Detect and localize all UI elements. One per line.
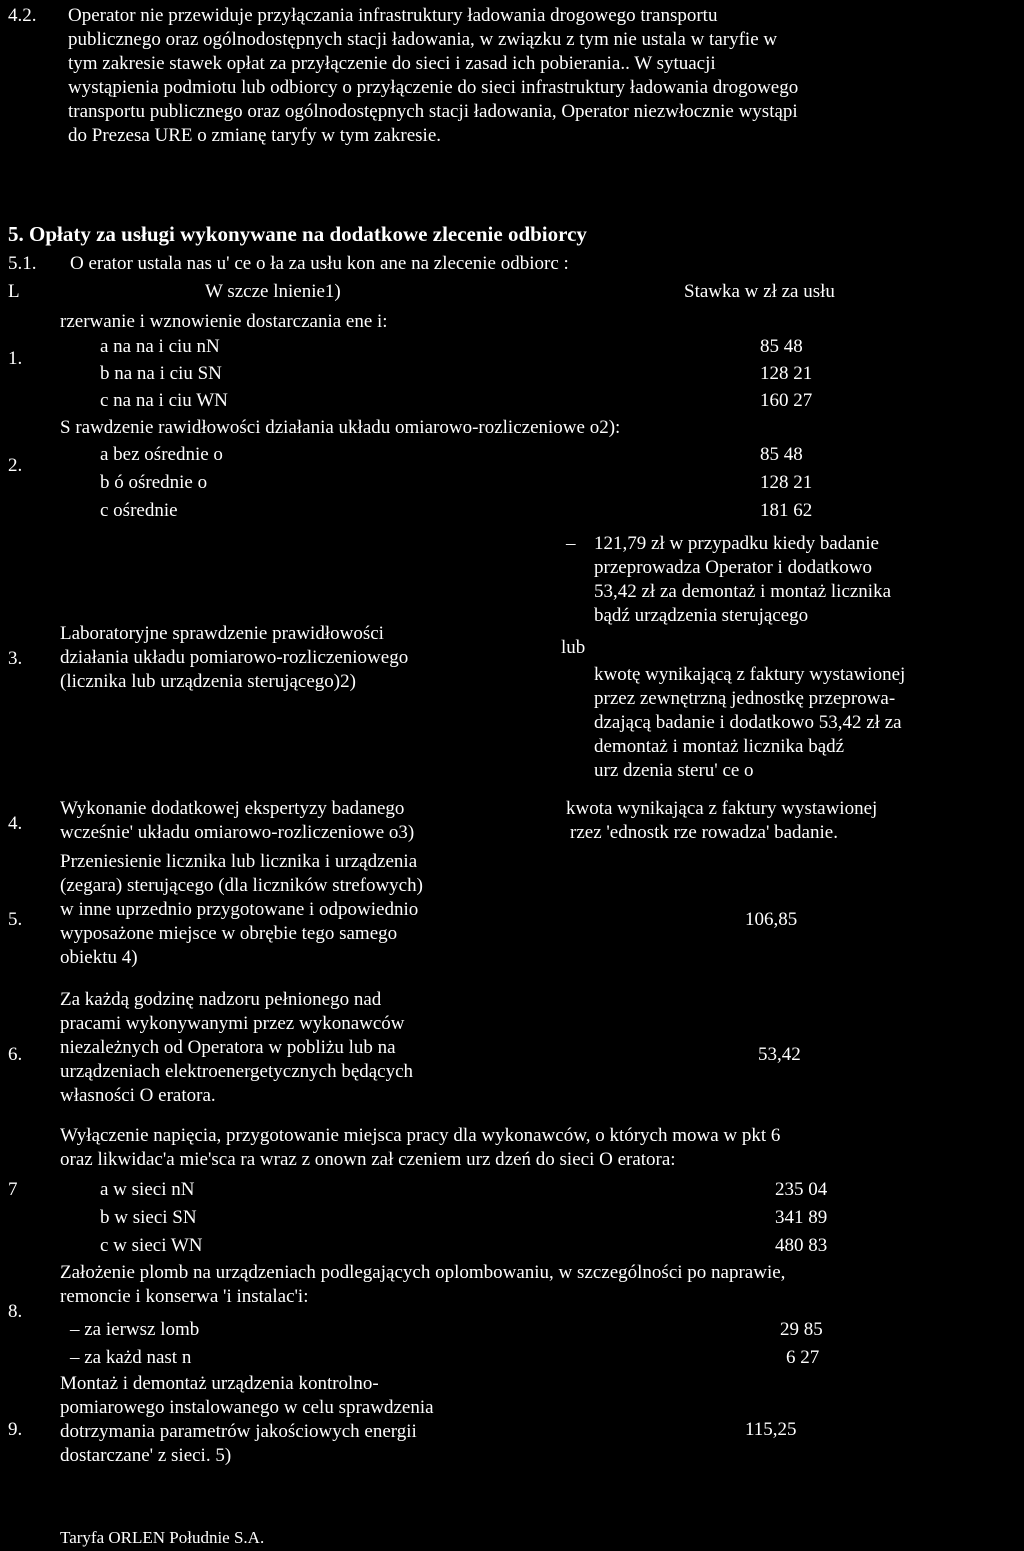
row-3-or: lub [561, 637, 586, 658]
row-1a-value: 85 48 [760, 336, 803, 357]
row-7c-value: 480 83 [775, 1235, 828, 1256]
row-1c-label: c na na i ciu WN [100, 390, 228, 411]
column-header-description: W szcze lnienie1) [205, 281, 341, 302]
row-5-number: 5. [8, 909, 23, 930]
text-line: w inne uprzednio przygotowane i odpowiednio [60, 899, 419, 920]
row-7b-value: 341 89 [775, 1207, 828, 1228]
row-3-option-external [566, 663, 1018, 783]
text-line: (zegara) sterującego (dla liczników strefowych) [60, 875, 423, 896]
row-7-number: 7 [8, 1179, 18, 1200]
text-line: działania układu pomiarowo-rozliczeniowego [60, 647, 409, 668]
row-1-number: 1. [8, 348, 23, 369]
text-line: obiektu 4) [60, 947, 138, 968]
text-line: Wyłączenie napięcia, przygotowanie miejsca pracy dla wykonawców, o których mowa w pkt 6 [60, 1125, 781, 1146]
row-7c-label: c w sieci WN [100, 1235, 203, 1256]
row-2-number: 2. [8, 455, 23, 476]
row-4-value [566, 797, 1021, 845]
text-line: kwota wynikająca z faktury wystawionej [566, 798, 878, 819]
row-6-number: 6. [8, 1044, 23, 1065]
row-6-description [60, 988, 560, 1108]
row-9-description [60, 1372, 560, 1468]
text-line: wyposażone miejsce w obrębie tego samego [60, 923, 398, 944]
row-1-title: rzerwanie i wznowienie dostarczania ene i: [60, 311, 388, 332]
text-line: niezależnych od Operatora w pobliżu lub na [60, 1037, 396, 1058]
row-3-description [60, 622, 560, 694]
text-line: Laboratoryjne sprawdzenie prawidłowości [60, 623, 384, 644]
row-2b-value: 128 21 [760, 472, 813, 493]
text-line: rzez 'ednostk rze rowadza' badanie. [570, 822, 838, 843]
text-line: wcześnie' układu omiarowo-rozliczeniowe o3) [60, 822, 415, 843]
text-line: 121,79 zł w przypadku kiedy badanie [594, 533, 879, 554]
text-line: tym zakresie stawek opłat za przyłączenie do sieci i zasad ich pobierania.. W sytuacji [68, 53, 716, 74]
text-line: Za każdą godzinę nadzoru pełnionego nad [60, 989, 382, 1010]
row-7-title [60, 1124, 780, 1172]
row-2a-value: 85 48 [760, 444, 803, 465]
row-6-value: 53,42 [758, 1044, 801, 1065]
row-1a-label: a na na i ciu nN [100, 336, 220, 357]
section-5-1-intro: O erator ustala nas u' ce o ła za usłu kon ane na zlecenie odbiorc : [70, 253, 569, 274]
row-9-number: 9. [8, 1419, 23, 1440]
text-line: bądź urządzenia sterującego [594, 605, 809, 626]
row-1c-value: 160 27 [760, 390, 813, 411]
row-7a-value: 235 04 [775, 1179, 828, 1200]
text-line: dotrzymania parametrów jakościowych energii [60, 1421, 417, 1442]
row-8b-value: 6 27 [786, 1347, 820, 1368]
page-footer: Taryfa ORLEN Południe S.A. [60, 1528, 265, 1547]
text-line: kwotę wynikającą z faktury wystawionej [594, 664, 906, 685]
row-8-number: 8. [8, 1301, 23, 1322]
text-line: pracami wykonywanymi przez wykonawców [60, 1013, 405, 1034]
row-5-value: 106,85 [745, 909, 798, 930]
column-header-rate: Stawka w zł za usłu [684, 281, 835, 302]
text-line: oraz likwidac'a mie'sca ra wraz z onown zał czeniem urz dzeń do sieci O eratora: [60, 1149, 676, 1170]
row-8a-label: – za ierwsz lomb [70, 1319, 200, 1340]
row-4-number: 4. [8, 813, 23, 834]
row-5-description [60, 850, 560, 970]
text-line: wystąpienia podmiotu lub odbiorcy o przyłączenie do sieci infrastruktury ładowania drogowego [68, 77, 799, 98]
text-line: urządzeniach elektroenergetycznych będących [60, 1061, 414, 1082]
row-2c-value: 181 62 [760, 500, 813, 521]
row-8b-label: – za każd nast n [70, 1347, 192, 1368]
row-8-title [60, 1261, 785, 1309]
text-line: Operator nie przewiduje przyłączania infrastruktury ładowania drogowego transportu [68, 5, 718, 26]
section-5-heading: 5. Opłaty za usługi wykonywane na dodatkowe zlecenie odbiorcy [8, 222, 587, 246]
row-2c-label: c ośrednie [100, 500, 178, 521]
row-3-number: 3. [8, 648, 23, 669]
section-number-4-2: 4.2. [8, 5, 37, 26]
text-line: Przeniesienie licznika lub licznika i urządzenia [60, 851, 418, 872]
text-line: (licznika lub urządzenia sterującego)2) [60, 671, 356, 692]
text-line: dostarczane' z sieci. 5) [60, 1445, 232, 1466]
section-number-5-1: 5.1. [8, 253, 37, 274]
text-line: do Prezesa URE o zmianę taryfy w tym zakresie. [68, 125, 442, 146]
row-2b-label: b ó ośrednie o [100, 472, 208, 493]
row-9-value: 115,25 [745, 1419, 797, 1440]
row-1b-value: 128 21 [760, 363, 813, 384]
text-line: publicznego oraz ogólnodostępnych stacji ładowania, w związku z tym nie ustala w taryfie w [68, 29, 778, 50]
text-line: dzającą badanie i dodatkowo 53,42 zł za [594, 712, 902, 733]
row-7a-label: a w sieci nN [100, 1179, 195, 1200]
text-line: własności O eratora. [60, 1085, 216, 1106]
text-line: transportu publicznego oraz ogólnodostępnych stacji ładowania, Operator niezwłocznie wystąpi [68, 101, 798, 122]
text-line: przeprowadza Operator i dodatkowo [594, 557, 873, 578]
text-line: 53,42 zł za demontaż i montaż licznika [594, 581, 892, 602]
text-line: Założenie plomb na urządzeniach podlegających oplombowaniu, w szczególności po naprawie, [60, 1262, 786, 1283]
text-line: remoncie i konserwa 'i instalac'i: [60, 1286, 309, 1307]
row-2a-label: a bez ośrednie o [100, 444, 223, 465]
dash-bullet: – [566, 533, 576, 554]
column-header-lp: L [8, 281, 20, 302]
row-3-option-operator [566, 532, 1018, 628]
row-4-description [60, 797, 560, 845]
text-line: pomiarowego instalowanego w celu sprawdzenia [60, 1397, 434, 1418]
row-2-title: S rawdzenie rawidłowości działania układu omiarowo-rozliczeniowe o2): [60, 417, 621, 438]
text-line: Montaż i demontaż urządzenia kontrolno- [60, 1373, 379, 1394]
row-7b-label: b w sieci SN [100, 1207, 197, 1228]
text-line: demontaż i montaż licznika bądź [594, 736, 845, 757]
text-line: Wykonanie dodatkowej ekspertyzy badanego [60, 798, 405, 819]
section-4-2-text [68, 4, 1018, 148]
text-line: urz dzenia steru' ce o [594, 760, 754, 781]
row-1b-label: b na na i ciu SN [100, 363, 222, 384]
row-8a-value: 29 85 [780, 1319, 823, 1340]
text-line: przez zewnętrzną jednostkę przeprowa- [594, 688, 896, 709]
